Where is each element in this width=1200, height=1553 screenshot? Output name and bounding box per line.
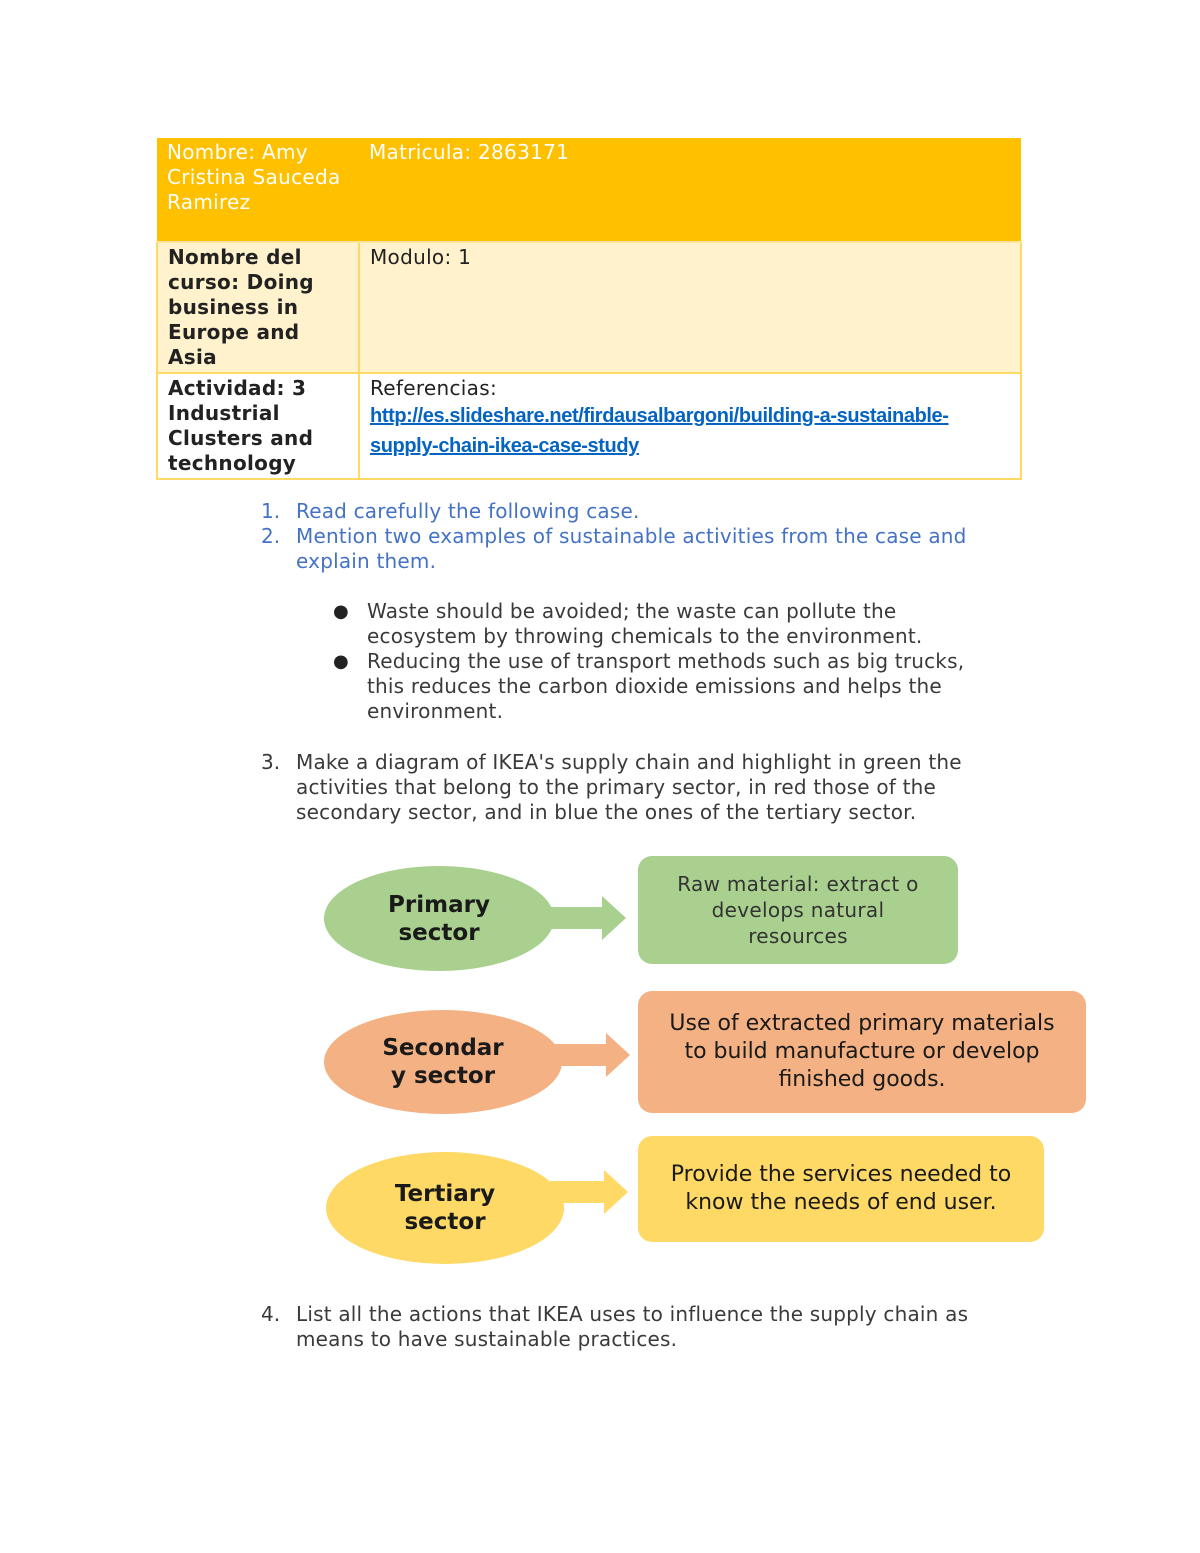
table-row [157,242,1021,373]
secondary-sector-ellipse [324,1010,562,1114]
question-3-number: 3. [261,750,281,774]
question-3-text: Make a diagram of IKEA's supply chain and highlight in green the activities that belong to the primary sector, in red those of the secondary sector, and in blue the ones of the tertiary sector. [296,750,962,824]
question-1-number: 1. [261,499,281,523]
question-2-number: 2. [261,524,281,548]
table-row [157,373,1021,479]
student-info-table [156,138,1022,480]
primary-sector-ellipse [324,866,554,971]
primary-sector-description: Raw material: extract o develops natural resources [677,872,919,948]
bullet-item: Waste should be avoided; the waste can pollute the ecosystem by throwing chemicals to the environment. [367,599,923,648]
student-name-cell [157,138,359,242]
question-1-text: Read carefully the following case. [296,499,640,523]
matricula-cell [359,138,1021,242]
bullet-item: Reducing the use of transport methods such as big trucks, this reduces the carbon dioxide emissions and helps the environment. [367,649,965,723]
references-cell [359,373,1021,479]
primary-sector-box [638,856,958,964]
question-4-text: List all the actions that IKEA uses to influence the supply chain as means to have sustainable practices. [296,1302,969,1351]
course-name: Nombre del curso: Doing business in Europe and Asia [168,245,314,369]
question-2-text: Mention two examples of sustainable activities from the case and explain them. [296,524,967,573]
table-row [157,138,1021,242]
student-name: Nombre: Amy Cristina Sauceda Ramirez [167,140,341,214]
tertiary-sector-ellipse [326,1152,564,1264]
activity: Actividad: 3 Industrial Clusters and technology [168,376,314,475]
matricula: Matricula: 2863171 [369,140,570,164]
bullet-dot: ● [333,601,349,622]
secondary-sector-label: Secondar y sector [382,1035,504,1089]
bullet-dot: ● [333,651,349,672]
module-cell [359,242,1021,373]
primary-sector-label: Primary sector [388,891,490,946]
tertiary-sector-label: Tertiary sector [394,1181,496,1235]
tertiary-sector-box [638,1136,1044,1242]
course-name-cell [157,242,359,373]
secondary-sector-box [638,991,1086,1113]
arrow-right-icon [552,1033,630,1077]
arrow-right-icon [548,896,626,940]
module: Modulo: 1 [370,245,472,269]
secondary-sector-description: Use of extracted primary materials to build manufacture or develop finished goods. [669,1011,1055,1092]
arrow-right-icon [550,1170,628,1214]
activity-cell [157,373,359,479]
reference-link[interactable]: http://es.slideshare.net/firdausalbargoni/building-a-sustainable-supply-chain-ikea-case-study [370,405,949,457]
references-label: Referencias: [370,376,497,400]
tertiary-sector-description: Provide the services needed to know the needs of end user. [670,1162,1012,1215]
question-4-number: 4. [261,1302,281,1326]
